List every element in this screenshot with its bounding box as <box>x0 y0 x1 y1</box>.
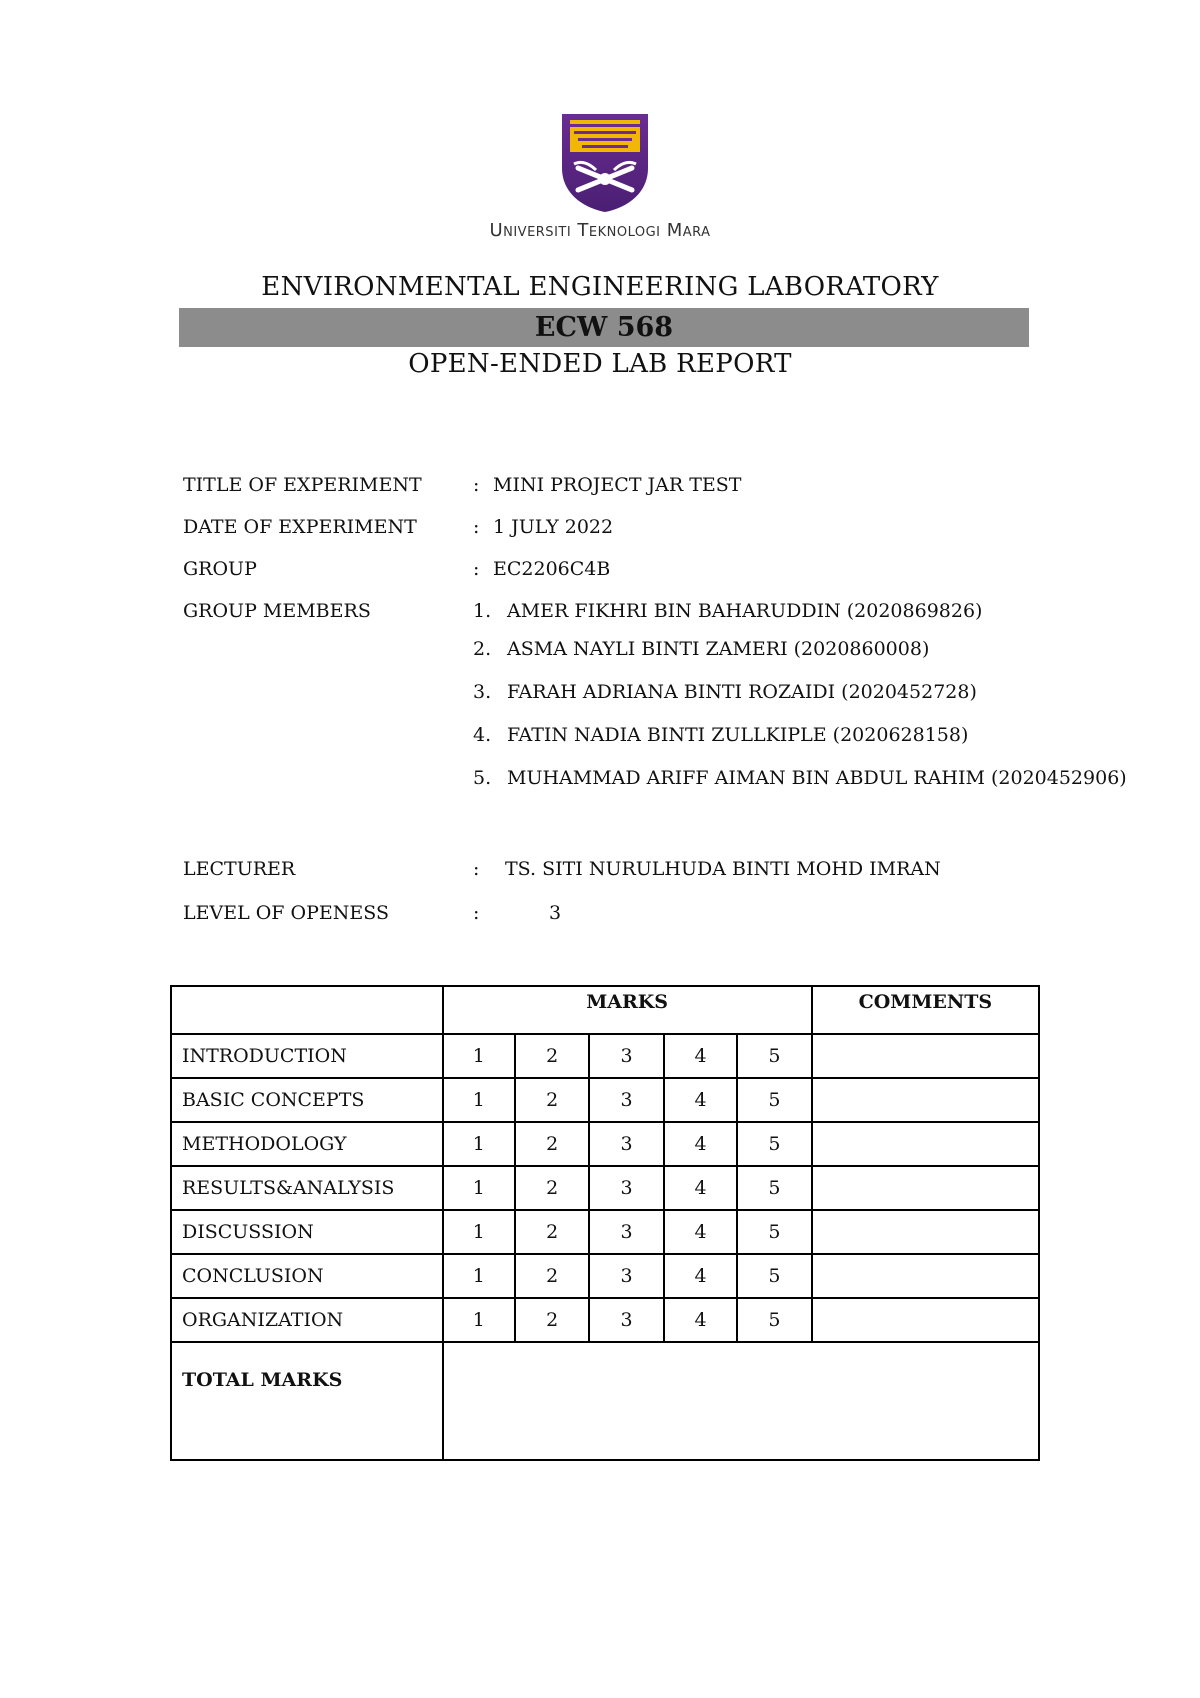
score-cell[interactable]: 5 <box>737 1078 811 1122</box>
score-cell[interactable]: 1 <box>443 1254 515 1298</box>
lecturer-value: TS. SITI NURULHUDA BINTI MOHD IMRAN <box>505 858 941 880</box>
group-value: EC2206C4B <box>493 558 611 580</box>
score-cell[interactable]: 3 <box>589 1298 663 1342</box>
score-cell[interactable]: 1 <box>443 1122 515 1166</box>
score-cell[interactable]: 4 <box>664 1210 737 1254</box>
score-cell[interactable]: 4 <box>664 1122 737 1166</box>
marks-header: MARKS <box>443 986 812 1034</box>
criterion-label: BASIC CONCEPTS <box>171 1078 443 1122</box>
comment-cell[interactable] <box>812 1078 1039 1122</box>
total-row <box>171 1342 1039 1460</box>
course-code-bar: ECW 568 <box>179 308 1029 347</box>
member-name: FARAH ADRIANA BINTI ROZAIDI (2020452728) <box>507 681 977 703</box>
score-cell[interactable]: 1 <box>443 1298 515 1342</box>
score-cell[interactable]: 5 <box>737 1166 811 1210</box>
table-row <box>171 1166 1039 1210</box>
member-number: 3. <box>473 681 492 703</box>
list-item <box>473 638 929 660</box>
list-item <box>473 681 977 703</box>
date-value: 1 JULY 2022 <box>493 516 614 538</box>
date-label: DATE OF EXPERIMENT <box>183 516 417 538</box>
member-name: MUHAMMAD ARIFF AIMAN BIN ABDUL RAHIM (2020452906) <box>507 767 1127 789</box>
score-cell[interactable]: 3 <box>589 1210 663 1254</box>
score-cell[interactable]: 5 <box>737 1034 811 1078</box>
title-value: MINI PROJECT JAR TEST <box>493 474 742 496</box>
score-cell[interactable]: 5 <box>737 1254 811 1298</box>
members-label: GROUP MEMBERS <box>183 600 371 622</box>
lecturer-separator: : <box>473 858 480 880</box>
total-marks-cell[interactable] <box>443 1342 1039 1460</box>
score-cell[interactable]: 1 <box>443 1034 515 1078</box>
openness-label: LEVEL OF OPENESS <box>183 902 389 924</box>
score-cell[interactable]: 3 <box>589 1122 663 1166</box>
score-cell[interactable]: 2 <box>515 1122 589 1166</box>
criterion-label: CONCLUSION <box>171 1254 443 1298</box>
list-item <box>473 600 982 622</box>
criterion-label: INTRODUCTION <box>171 1034 443 1078</box>
report-type: OPEN-ENDED LAB REPORT <box>408 349 792 379</box>
comment-cell[interactable] <box>812 1210 1039 1254</box>
table-header-row <box>171 986 1039 1034</box>
group-label: GROUP <box>183 558 257 580</box>
score-cell[interactable]: 1 <box>443 1078 515 1122</box>
score-cell[interactable]: 4 <box>664 1254 737 1298</box>
openness-value: 3 <box>549 902 562 924</box>
member-name: AMER FIKHRI BIN BAHARUDDIN (2020869826) <box>507 600 983 622</box>
score-cell[interactable]: 4 <box>664 1298 737 1342</box>
score-cell[interactable]: 2 <box>515 1254 589 1298</box>
criterion-label: RESULTS&ANALYSIS <box>171 1166 443 1210</box>
criterion-label: METHODOLOGY <box>171 1122 443 1166</box>
table-row <box>171 1254 1039 1298</box>
score-cell[interactable]: 3 <box>589 1078 663 1122</box>
member-number: 5. <box>473 767 492 789</box>
group-separator: : <box>473 558 480 580</box>
member-number: 4. <box>473 724 492 746</box>
header-empty-cell <box>171 986 443 1034</box>
list-item <box>473 724 968 746</box>
member-number: 1. <box>473 600 492 622</box>
table-row <box>171 1298 1039 1342</box>
table-row <box>171 1078 1039 1122</box>
score-cell[interactable]: 2 <box>515 1298 589 1342</box>
table-row <box>171 1122 1039 1166</box>
score-cell[interactable]: 2 <box>515 1210 589 1254</box>
comment-cell[interactable] <box>812 1298 1039 1342</box>
score-cell[interactable]: 4 <box>664 1078 737 1122</box>
score-cell[interactable]: 4 <box>664 1034 737 1078</box>
marks-table <box>170 985 1040 1461</box>
lab-title: ENVIRONMENTAL ENGINEERING LABORATORY <box>261 272 939 302</box>
university-name: Universiti Teknologi Mara <box>489 220 711 241</box>
title-separator: : <box>473 474 480 496</box>
criterion-label: ORGANIZATION <box>171 1298 443 1342</box>
table-row <box>171 1210 1039 1254</box>
score-cell[interactable]: 1 <box>443 1210 515 1254</box>
member-name: ASMA NAYLI BINTI ZAMERI (2020860008) <box>507 638 930 660</box>
score-cell[interactable]: 1 <box>443 1166 515 1210</box>
uitm-logo-icon <box>560 112 650 214</box>
score-cell[interactable]: 2 <box>515 1078 589 1122</box>
comment-cell[interactable] <box>812 1166 1039 1210</box>
comment-cell[interactable] <box>812 1122 1039 1166</box>
score-cell[interactable]: 2 <box>515 1034 589 1078</box>
title-label: TITLE OF EXPERIMENT <box>183 474 422 496</box>
comments-header: COMMENTS <box>812 986 1039 1034</box>
comment-cell[interactable] <box>812 1254 1039 1298</box>
score-cell[interactable]: 5 <box>737 1298 811 1342</box>
score-cell[interactable]: 5 <box>737 1122 811 1166</box>
table-row <box>171 1034 1039 1078</box>
comment-cell[interactable] <box>812 1034 1039 1078</box>
lecturer-label: LECTURER <box>183 858 296 880</box>
total-marks-label: TOTAL MARKS <box>171 1342 443 1460</box>
openness-separator: : <box>473 902 480 924</box>
list-item <box>473 767 1127 789</box>
score-cell[interactable]: 2 <box>515 1166 589 1210</box>
score-cell[interactable]: 3 <box>589 1034 663 1078</box>
score-cell[interactable]: 3 <box>589 1254 663 1298</box>
member-number: 2. <box>473 638 492 660</box>
score-cell[interactable]: 4 <box>664 1166 737 1210</box>
criterion-label: DISCUSSION <box>171 1210 443 1254</box>
member-name: FATIN NADIA BINTI ZULLKIPLE (2020628158) <box>507 724 969 746</box>
score-cell[interactable]: 5 <box>737 1210 811 1254</box>
score-cell[interactable]: 3 <box>589 1166 663 1210</box>
date-separator: : <box>473 516 480 538</box>
